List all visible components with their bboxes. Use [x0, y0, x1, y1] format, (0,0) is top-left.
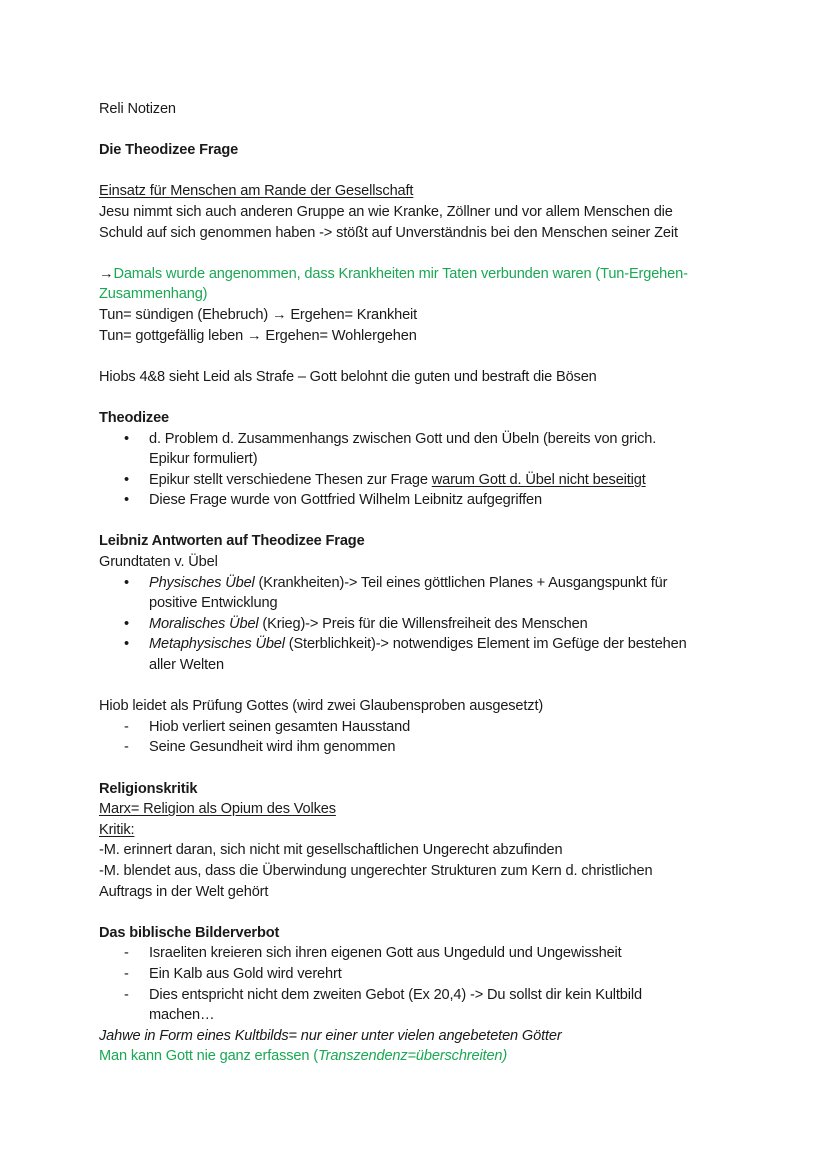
green-text: Man kann Gott nie ganz erfassen (: [99, 1048, 318, 1065]
bullet-text: aller Welten: [149, 657, 224, 674]
document-title: Reli Notizen: [99, 101, 176, 117]
bullet-item: [99, 573, 739, 614]
section-heading-theodizee-frage: Die Theodizee Frage: [99, 142, 239, 159]
dash-text: Dies entspricht nicht dem zweiten Gebot (Ex 20,4) -> Du sollst dir kein Kultbild: [149, 986, 642, 1003]
bullet-text: (Krankheiten)-> Teil eines göttlichen Planes + Ausgangspunkt für: [254, 574, 668, 591]
arrow-right-icon: →: [99, 265, 114, 282]
bullet-item: [99, 614, 739, 635]
bullet-text: Epikur formuliert): [149, 451, 258, 468]
dash-text: Israeliten kreieren sich ihren eigenen Gott aus Ungeduld und Ungewissheit: [149, 945, 622, 962]
dash-icon: -: [124, 965, 129, 982]
dash-icon: -: [124, 986, 129, 1003]
marx-line: [99, 799, 739, 820]
bullet-text: (Krieg)-> Preis für die Willensfreiheit des Menschen: [258, 615, 588, 632]
arrow-right-icon: →: [271, 306, 287, 323]
dash-item: [99, 737, 739, 758]
bullet-term: Physisches Übel: [149, 574, 255, 591]
ergehen-text: Ergehen= Krankheit: [286, 306, 418, 323]
hiob-intro: Hiob leidet als Prüfung Gottes (wird zwei Glaubensproben ausgesetzt): [99, 698, 544, 715]
tun-text: Tun= gottgefällig leben: [99, 327, 247, 344]
arrow-right-icon: →: [247, 327, 262, 344]
paragraph-line: Schuld auf sich genommen haben -> stößt auf Unverständnis bei den Menschen seiner Zeit: [99, 224, 678, 241]
bullet-icon: •: [124, 492, 129, 509]
hiobs-line: Hiobs 4&8 sieht Leid als Strafe – Gott belohnt die guten und bestraft die Bösen: [99, 368, 597, 385]
section-heading-leibniz: Leibniz Antworten auf Theodizee Frage: [99, 533, 365, 550]
dash-icon: -: [124, 718, 129, 735]
bullet-underlined-text: warum Gott d. Übel nicht beseitigt: [431, 471, 646, 488]
bullet-icon: •: [124, 574, 129, 591]
section-heading-theodizee: Theodizee: [99, 409, 170, 426]
bullet-text: d. Problem d. Zusammenhangs zwischen Gott und den Übeln (bereits von grich.: [149, 430, 657, 447]
dash-item: [99, 985, 739, 1026]
green-note-line: Zusammenhang): [99, 286, 208, 303]
subheading-einsatz: Einsatz für Menschen am Rande der Gesellschaft: [99, 183, 414, 200]
dash-text: Seine Gesundheit wird ihm genommen: [149, 739, 396, 756]
bullet-icon: •: [124, 430, 129, 447]
section-heading-religionskritik: Religionskritik: [99, 780, 198, 797]
dash-text: machen…: [149, 1007, 215, 1024]
kritik-point: -M. erinnert daran, sich nicht mit gesellschaftlichen Ungerecht abzufinden: [99, 842, 563, 859]
bullet-icon: •: [124, 615, 129, 632]
subheading-grundtaten: Grundtaten v. Übel: [99, 554, 218, 571]
kritik-line: [99, 820, 739, 841]
kritik-point: -M. blendet aus, dass die Überwindung ungerechter Strukturen zum Kern d. christlichen: [99, 862, 653, 879]
bullet-icon: •: [124, 471, 129, 488]
document-page: [99, 99, 739, 1067]
tun-text: Tun= sündigen (Ehebruch): [99, 306, 272, 323]
bullet-text: (Sterblichkeit)-> notwendiges Element im Gefüge der bestehen: [284, 636, 687, 653]
green-note-line: [99, 264, 739, 285]
dash-text: Ein Kalb aus Gold wird verehrt: [149, 965, 342, 982]
section-heading-bilderverbot: Das biblische Bilderverbot: [99, 924, 280, 941]
bullet-term: Moralisches Übel: [149, 615, 259, 632]
dash-item: [99, 964, 739, 985]
kritik-point: Auftrags in der Welt gehört: [99, 883, 269, 900]
dash-text: Hiob verliert seinen gesamten Hausstand: [149, 718, 411, 735]
bullet-text: positive Entwicklung: [149, 595, 278, 612]
tun-ergehen-line: [99, 305, 739, 326]
ergehen-text: Ergehen= Wohlergehen: [261, 327, 417, 344]
bullet-term: Metaphysisches Übel: [149, 636, 285, 653]
bullet-icon: •: [124, 636, 129, 653]
kritik-text: Kritik:: [99, 821, 135, 838]
green-transzendenz-line: [99, 1046, 739, 1067]
bullet-item: [99, 634, 739, 675]
green-italic-text: Transzendenz=überschreiten): [317, 1048, 508, 1065]
green-note-text: Damals wurde angenommen, dass Krankheiten mir Taten verbunden waren (Tun-Ergehen-: [113, 265, 688, 282]
dash-icon: -: [124, 945, 129, 962]
paragraph-line: Jesu nimmt sich auch anderen Gruppe an wie Kranke, Zöllner und vor allem Menschen die: [99, 203, 673, 220]
bullet-item: [99, 470, 739, 491]
bullet-item: [99, 490, 739, 511]
dash-item: [99, 717, 739, 738]
tun-ergehen-line: [99, 326, 739, 347]
bullet-text: Diese Frage wurde von Gottfried Wilhelm Leibnitz aufgegriffen: [149, 492, 542, 509]
bullet-text: Epikur stellt verschiedene Thesen zur Frage: [149, 471, 432, 488]
bullet-item: [99, 429, 739, 470]
dash-item: [99, 943, 739, 964]
jahwe-italic-line: Jahwe in Form eines Kultbilds= nur einer unter vielen angebeteten Götter: [99, 1027, 562, 1044]
marx-text: Marx= Religion als Opium des Volkes: [99, 801, 336, 818]
dash-icon: -: [124, 739, 129, 756]
